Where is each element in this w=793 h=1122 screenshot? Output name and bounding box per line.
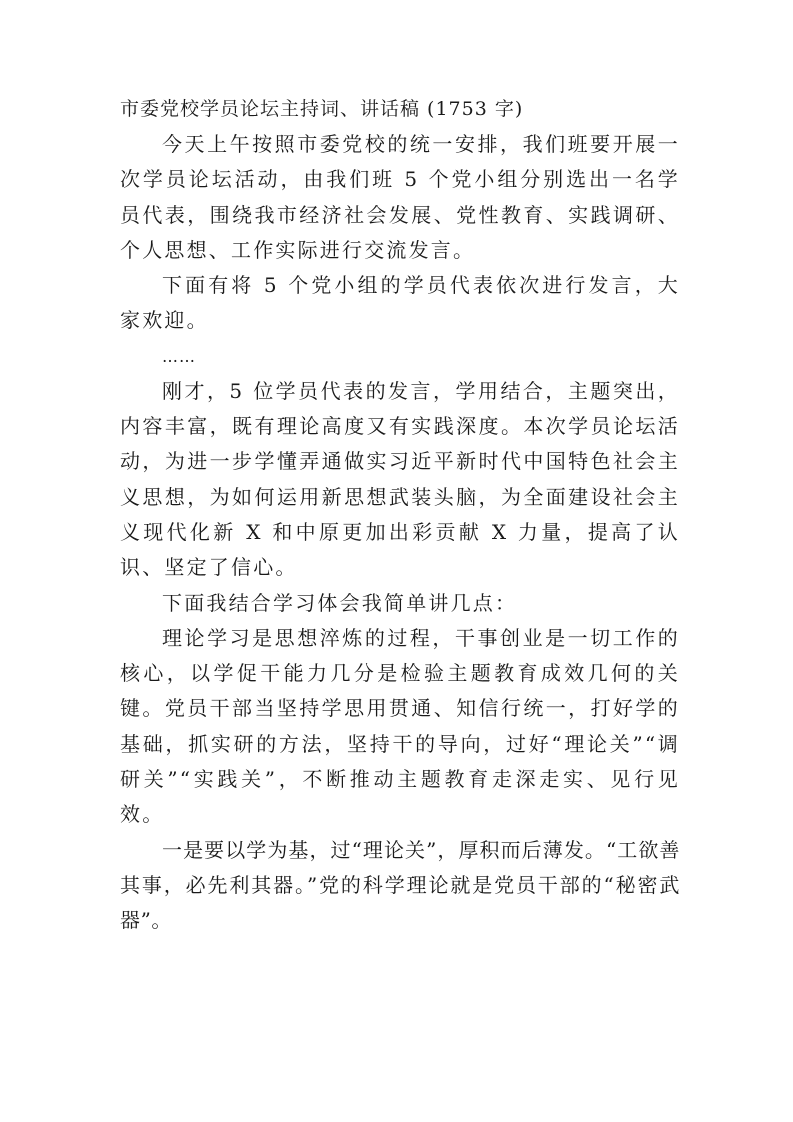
paragraph-transition: 下面我结合学习体会我简单讲几点： [162,590,518,615]
paragraph-point-one: 一是要以学为基，过“理论关”，厚积而后薄发。“工欲善其事，必先利其器。”党的科学理论就是党员干部的“秘密武器”。 [120,837,680,933]
paragraph-introduction: 下面有将 5 个党小组的学员代表依次进行发言，大家欢迎。 [120,273,680,333]
paragraph-opening: 今天上午按照市委党校的统一安排，我们班要开展一次学员论坛活动，由我们班 5 个党小组分别选出一名学员代表，围绕我市经济社会发展、党性教育、实践调研、个人思想、工作实际进行交流发言。 [120,132,680,262]
document-title: 市委党校学员论坛主持词、讲话稿 (1753 字) [120,98,524,120]
paragraph-ellipsis: …… [162,346,196,366]
document-body [120,92,680,939]
paragraph-summary: 刚才，5 位学员代表的发言，学用结合，主题突出，内容丰富，既有理论高度又有实践深度。本次学员论坛活动，为进一步学懂弄通做实习近平新时代中国特色社会主义思想，为如何运用新思想武装头脑，为全面建设社会主义现代化新 X 和中原更加出彩贡献 X 力量，提高了认识、坚定了信心。 [120,378,680,580]
paragraph-theory: 理论学习是思想淬炼的过程，干事创业是一切工作的核心，以学促干能力几分是检验主题教育成效几何的关键。党员干部当坚持学思用贯通、知信行统一，打好学的基础，抓实研的方法，坚持干的导向，过好“理论关”“调研关”“实践关”，不断推动主题教育走深走实、见行见效。 [120,625,680,827]
